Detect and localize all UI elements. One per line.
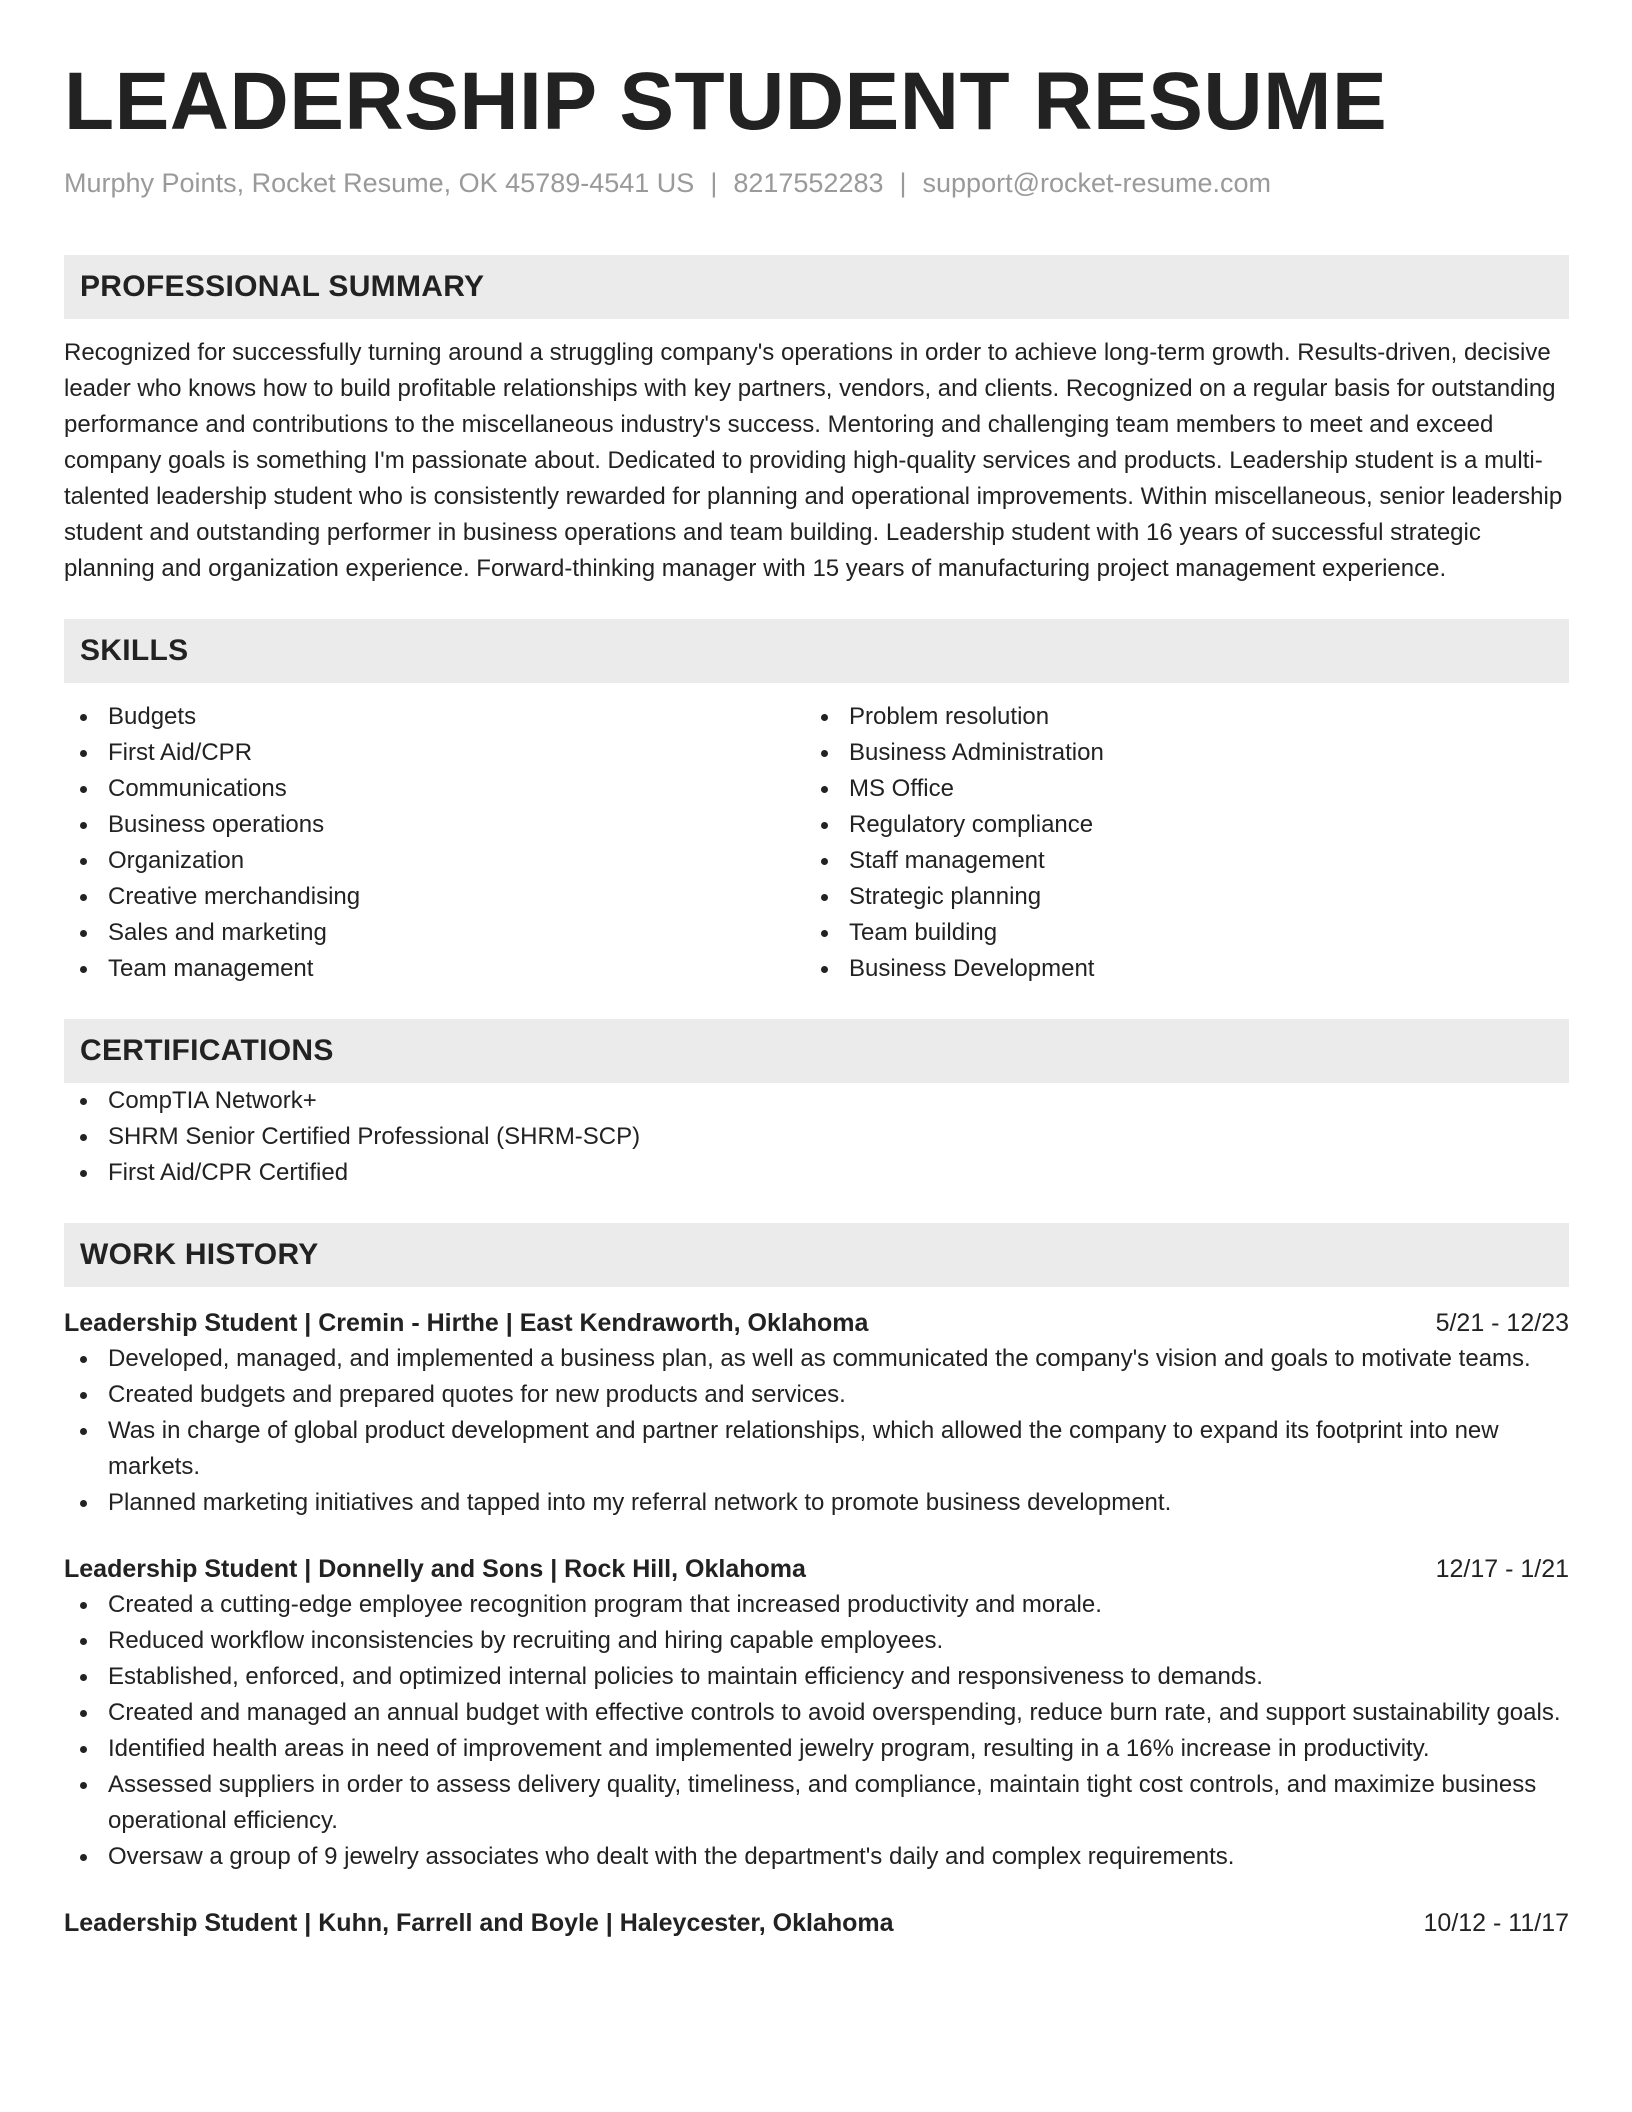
job-bullet: Created and managed an annual budget with effective controls to avoid overspending, reduce burn rate, and support sustainability goals. [64,1695,1568,1731]
skill-item: Budgets [64,699,805,735]
job-bullets [64,1341,1569,1521]
skill-item: Team management [64,951,805,987]
job-dates: 5/21 - 12/23 [1435,1309,1569,1337]
skills-grid [64,699,1569,987]
section-header-summary [64,255,1569,319]
job-title: Leadership Student | Cremin - Hirthe | East Kendraworth, Oklahoma [64,1309,869,1337]
job-title: Leadership Student | Kuhn, Farrell and Boyle | Haleycester, Oklahoma [64,1909,894,1937]
job-entry [64,1551,1569,1875]
summary-text: Recognized for successfully turning around a struggling company's operations in order to achieve long-term growth. Results-driven, decisive leader who knows how to build profitable relationships with key partners, vendors, and clients. Recognized on a regular basis for outstanding performance and contributions to the miscellaneous industry's success. Mentoring and challenging team members to meet and exceed company goals is something I'm passionate about. Dedicated to providing high-quality services and products. Leadership student is a multi-talented leadership student who is consistently rewarded for planning and operational improvements. Within miscellaneous, senior leadership student and outstanding performer in business operations and team building. Leadership student with 16 years of successful strategic planning and organization experience. Forward-thinking manager with 15 years of manufacturing project management experience. [64,339,1563,582]
skill-item: Staff management [805,843,1546,879]
job-header [64,1551,1569,1587]
skill-item: Strategic planning [805,879,1546,915]
job-bullet: Created a cutting-edge employee recognition program that increased productivity and morale. [64,1587,1568,1623]
contact-line [64,166,1569,200]
job-bullet: Assessed suppliers in order to assess delivery quality, timeliness, and compliance, maintain tight cost controls, and maximize business operational efficiency. [64,1767,1568,1839]
skill-item: Team building [805,915,1546,951]
job-title: Leadership Student | Donnelly and Sons | Rock Hill, Oklahoma [64,1555,806,1583]
job-bullet: Created budgets and prepared quotes for new products and services. [64,1377,1568,1413]
skills-list-right [805,699,1546,987]
job-bullet: Identified health areas in need of improvement and implemented jewelry program, resulting in a 16% increase in productivity. [64,1731,1568,1767]
skill-item: Organization [64,843,805,879]
contact-separator: | [899,168,907,198]
job-entry [64,1305,1569,1521]
job-bullet: Reduced workflow inconsistencies by recruiting and hiring capable employees. [64,1623,1568,1659]
skill-item: Creative merchandising [64,879,805,915]
skill-item: Sales and marketing [64,915,805,951]
job-entry [64,1905,1569,1941]
section-header-certifications [64,1019,1569,1083]
section-title: CERTIFICATIONS [80,1034,334,1067]
skill-item: Communications [64,771,805,807]
skill-item: Business operations [64,807,805,843]
job-bullet: Established, enforced, and optimized internal policies to maintain efficiency and responsiveness to demands. [64,1659,1568,1695]
skills-list-left [64,699,805,987]
section-title: PROFESSIONAL SUMMARY [80,270,485,303]
resume-title: LEADERSHIP STUDENT RESUME [64,56,1388,147]
skill-item: Business Administration [805,735,1546,771]
job-dates: 10/12 - 11/17 [1423,1909,1569,1937]
skill-item: Regulatory compliance [805,807,1546,843]
section-title: SKILLS [80,634,189,667]
skill-item: Problem resolution [805,699,1546,735]
skills-column-right [805,699,1546,987]
job-dates: 12/17 - 1/21 [1435,1555,1569,1583]
section-title: WORK HISTORY [80,1238,319,1271]
contact-phone: 8217552283 [733,168,884,198]
certification-item: SHRM Senior Certified Professional (SHRM-SCP) [64,1119,1569,1155]
contact-address: Murphy Points, Rocket Resume, OK 45789-4541 US [64,168,695,198]
skill-item: MS Office [805,771,1546,807]
certification-item: CompTIA Network+ [64,1083,1569,1119]
job-bullet: Developed, managed, and implemented a business plan, as well as communicated the company's vision and goals to motivate teams. [64,1341,1568,1377]
job-bullet: Was in charge of global product development and partner relationships, which allowed the company to expand its footprint into new markets. [64,1413,1568,1485]
skill-item: Business Development [805,951,1546,987]
certification-item: First Aid/CPR Certified [64,1155,1569,1191]
job-bullets [64,1587,1569,1875]
certifications-list [64,1083,1569,1191]
section-header-work-history [64,1223,1569,1287]
job-header [64,1905,1569,1941]
section-header-skills [64,619,1569,683]
contact-email: support@rocket-resume.com [922,168,1272,198]
skill-item: First Aid/CPR [64,735,805,771]
job-header [64,1305,1569,1341]
job-bullet: Planned marketing initiatives and tapped into my referral network to promote business development. [64,1485,1568,1521]
contact-separator: | [710,168,718,198]
skills-column-left [64,699,805,987]
job-bullet: Oversaw a group of 9 jewelry associates who dealt with the department's daily and complex requirements. [64,1839,1568,1875]
